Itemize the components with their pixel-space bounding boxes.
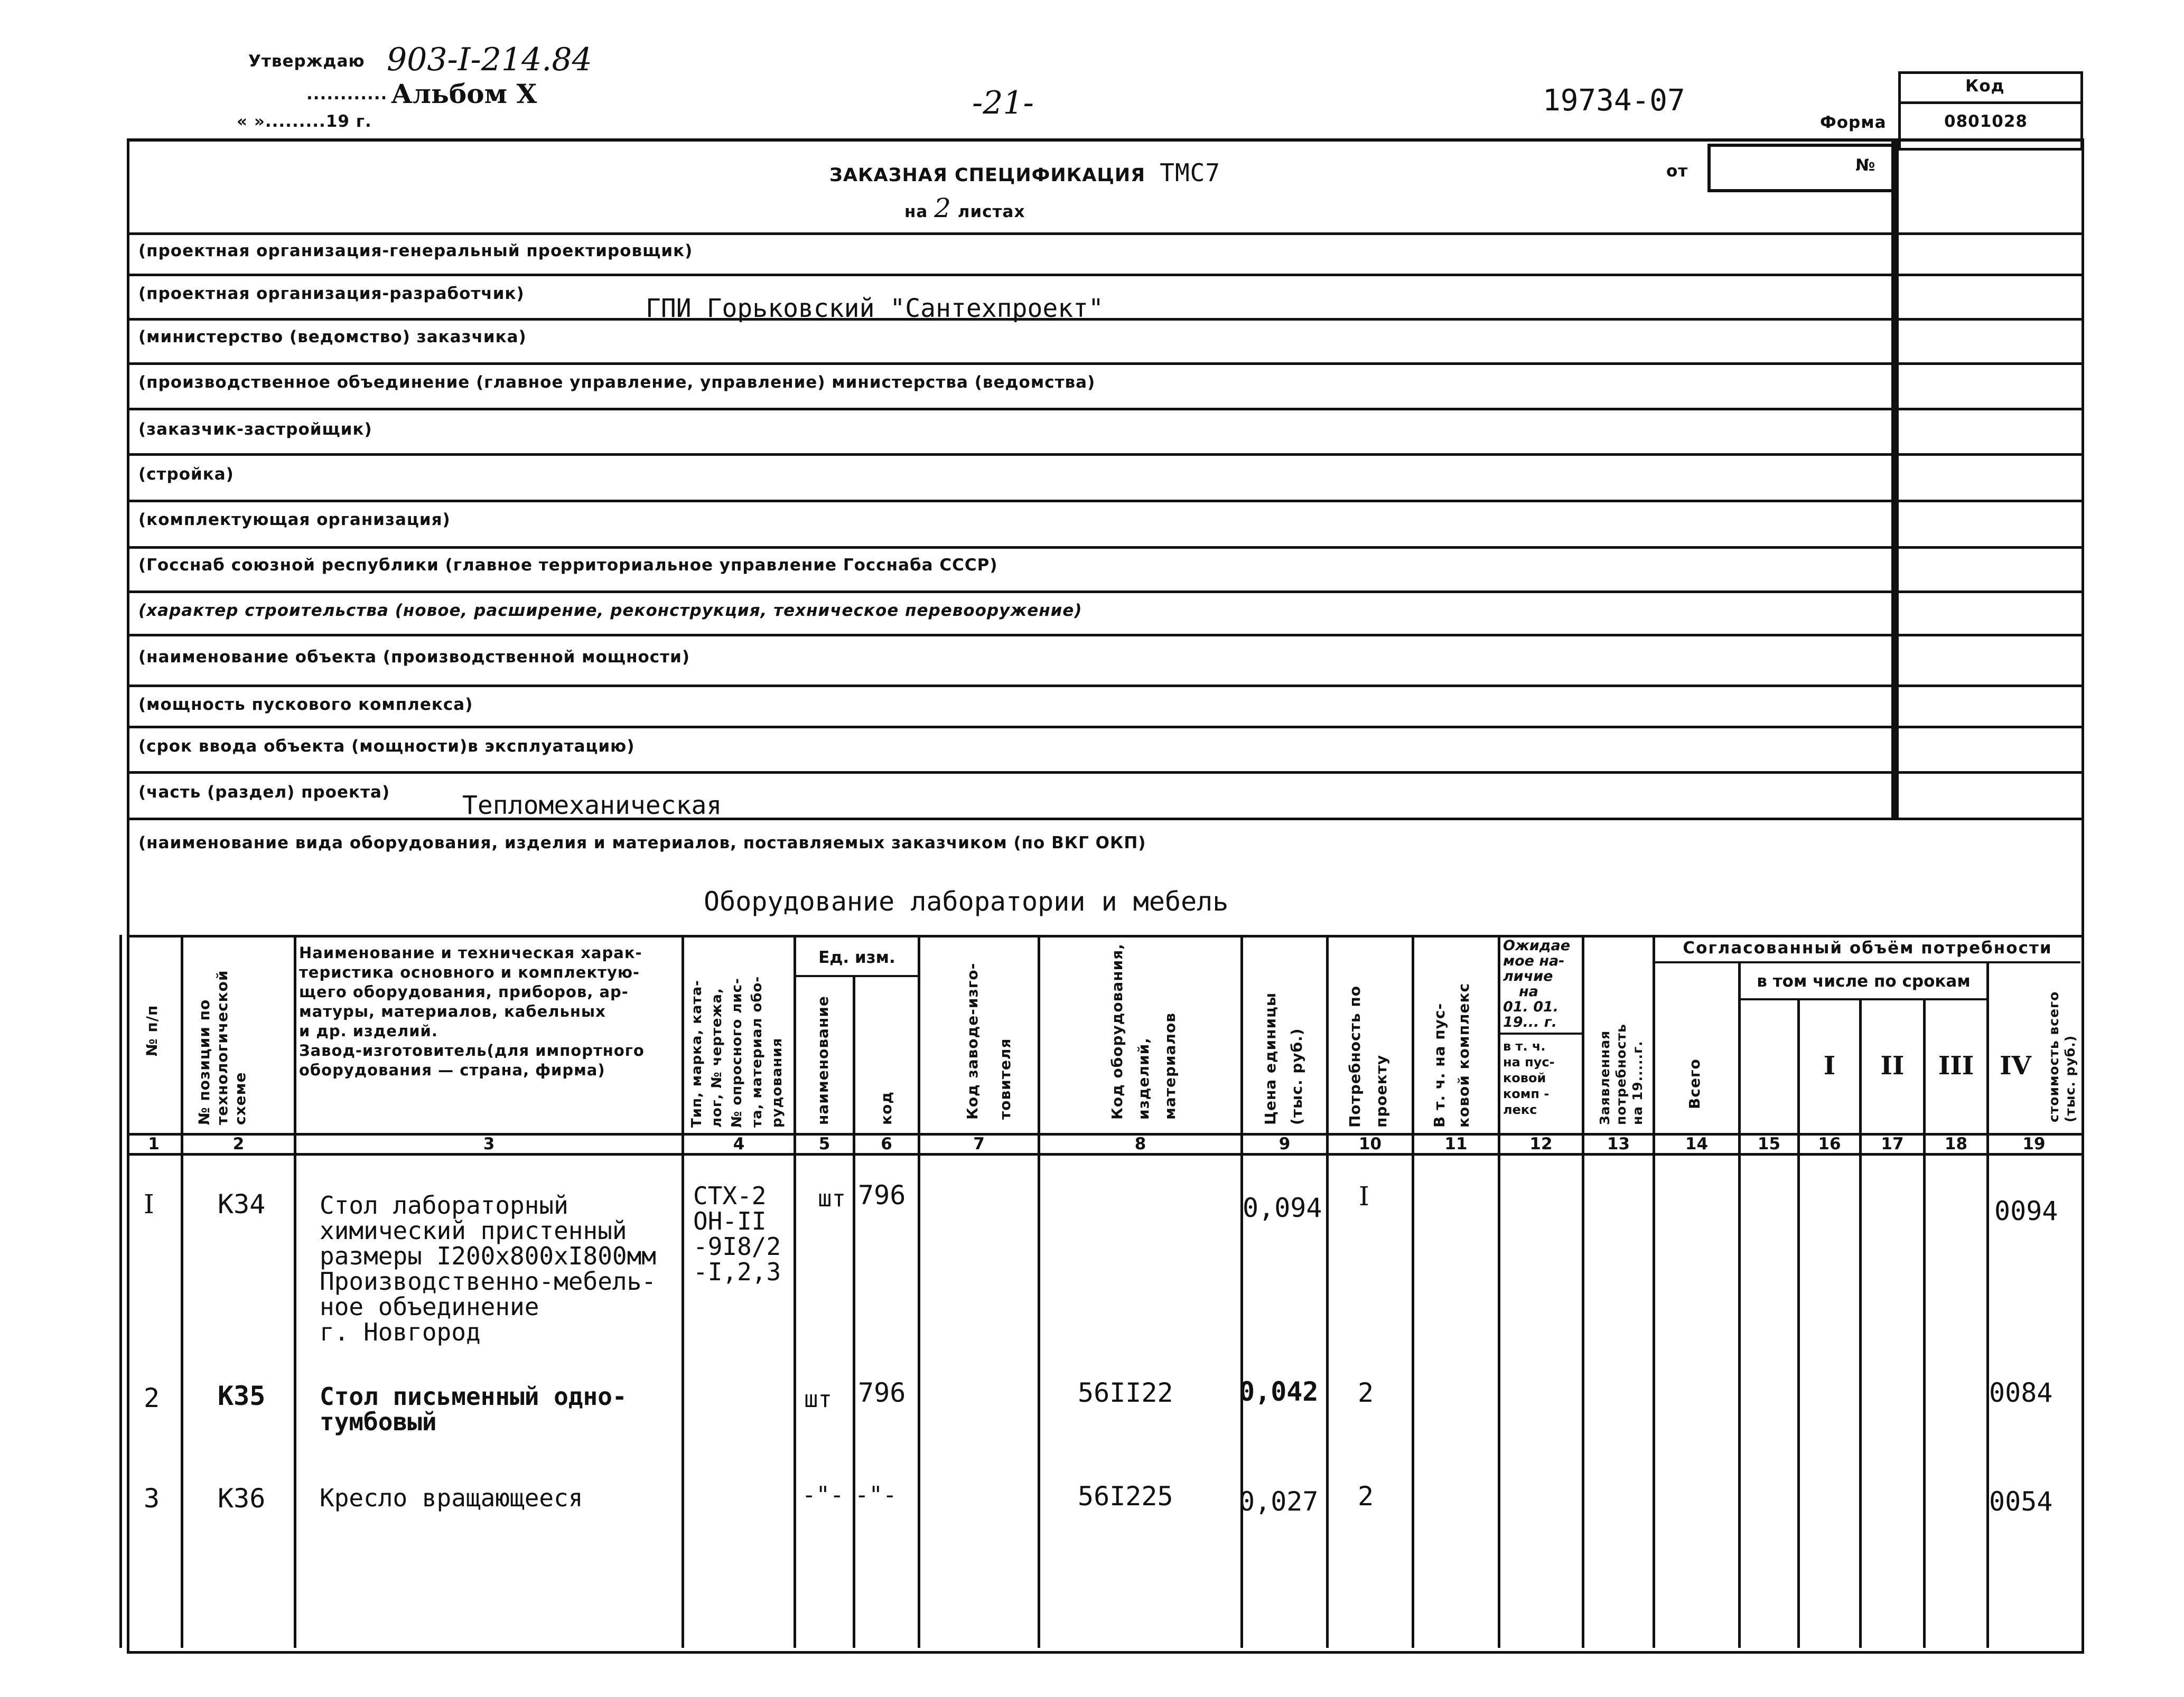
column-number: 14 (1685, 1135, 1709, 1154)
item-name: Стол письменный одно- тумбовый (320, 1382, 627, 1436)
column-number: 15 (1757, 1135, 1781, 1154)
col10-header: Потребность по проекту (1346, 986, 1390, 1128)
item-type: СТХ-2 ОН-II -9I8/2 -I,2,3 (693, 1182, 781, 1286)
col12-bottom-header: в т. ч. на пус- ковой комп - лекс (1503, 1039, 1555, 1117)
column-number: 17 (1881, 1135, 1904, 1154)
item-number: 3 (144, 1483, 160, 1514)
album-label: Альбом X (391, 78, 537, 109)
row-project-section: (часть (раздел) проекта) (138, 783, 390, 802)
kod-label: Код (1965, 77, 2005, 96)
col13-header: Заявленная потребность на 19.....г. (1597, 1024, 1645, 1125)
item-equipment-code: 56I225 (1078, 1481, 1173, 1512)
table-left-double (119, 935, 122, 1648)
col6-header: код (878, 1091, 895, 1125)
item-unit: шт (818, 1185, 846, 1212)
row-commissioning: (срок ввода объекта (мощности)в эксплуатацию) (138, 737, 635, 756)
col7-header: Код заводе-изго- товителя (964, 962, 1014, 1120)
row-customer: (заказчик-застройщик) (138, 420, 372, 439)
col1-header: № п/п (143, 1005, 161, 1056)
row-general-designer: (проектная организация-генеральный проектировщик) (138, 241, 693, 260)
row-construction-type: (характер строительства (новое, расширение, реконструкция, техническое перевооружение) (138, 601, 1082, 620)
column-number: 16 (1818, 1135, 1841, 1154)
column-number: 18 (1944, 1135, 1968, 1154)
equipment-kind-label: (наименование вида оборудования, изделия и материалов, поставляемых заказчиком (по ВКГ ОКП) (138, 833, 1146, 852)
col3-header: Наименование и техническая харак- теристика основного и комплектую- щего оборудования, приборов, ар- матуры, материалов, кабельных и др. изделий. Завод-изготовитель(для импортного оборудования — страна, фирма) (299, 944, 645, 1079)
column-number: 10 (1358, 1135, 1382, 1154)
column-number: 13 (1607, 1135, 1630, 1154)
sheets-value: 2 (934, 193, 951, 223)
table-top-rule (127, 935, 2082, 937)
col2-header: № позиции по технологической схеме (195, 970, 249, 1125)
item-position: К35 (218, 1381, 266, 1411)
row-capacity: (мощность пускового комплекса) (138, 695, 473, 714)
column-number: 2 (232, 1135, 245, 1154)
column-number: 6 (881, 1135, 892, 1154)
item-position: К34 (218, 1189, 266, 1220)
item-qty: 2 (1358, 1377, 1374, 1408)
column-number: 1 (148, 1135, 160, 1154)
agreed-group-header: Согласованный объём потребности (1683, 939, 2052, 958)
column-number: 9 (1278, 1135, 1291, 1154)
col14-header: Всего (1686, 1058, 1703, 1109)
item-price: 0,027 (1239, 1486, 1319, 1517)
row-production-association: (производственное объединение (главное управление, управление) министерства (ведомства) (138, 373, 1096, 392)
item-name: Стол лабораторный химический пристенный размеры I200х800хI800мм Производственно-мебель- ное объединение г. Новгород (320, 1191, 656, 1346)
sheets-line (904, 193, 1025, 223)
column-number: 11 (1444, 1135, 1468, 1154)
col5-header: наименование (814, 996, 832, 1125)
row-object-name: (наименование объекта (производственной мощности) (138, 648, 690, 667)
item-price: 0,042 (1239, 1376, 1319, 1407)
spec-code: ТМС7 (1160, 158, 1221, 187)
col16-header: II (1880, 1051, 1905, 1081)
row-completing-org: (комплектующая организация) (138, 510, 451, 529)
item-unit-code: 796 (858, 1180, 906, 1211)
spec-title-text: ЗАКАЗНАЯ СПЕЦИФИКАЦИЯ (829, 165, 1146, 186)
row-construction: (стройка) (138, 465, 234, 484)
equipment-kind-value: Оборудование лаборатории и мебель (704, 886, 1229, 917)
item-equipment-code: 56II22 (1078, 1377, 1173, 1408)
item-cost: 0094 (1994, 1196, 2058, 1226)
item-unit: -"- (802, 1482, 844, 1508)
doc-number: 903-I-214.84 (387, 41, 592, 78)
col4-header: Тип, марка, ката- лог, № чертежа, № опросного лис- та, материал обо- рудования (689, 976, 785, 1128)
ot-label: от (1666, 162, 1688, 181)
row-gossnab: (Госснаб союзной республики (главное территориальное управление Госснаба СССР) (138, 556, 998, 575)
unit-group-header: Ед. изм. (818, 948, 895, 967)
project-section-value: Тепломеханическая (462, 791, 722, 820)
item-unit: шт (804, 1386, 832, 1413)
col17-header: III (1938, 1051, 1974, 1081)
sheets-suffix: листах (957, 202, 1025, 221)
row-ministry: (министерство (ведомство) заказчика) (138, 327, 527, 346)
col12-top-header: Ожидае мое на- личие на 01. 01. 19... г. (1503, 937, 1571, 1030)
col19-header: стоимость всего (тыс. руб.) (2046, 991, 2078, 1122)
kod-value: 0801028 (1944, 112, 2028, 131)
row-developer: (проектная организация-разработчик) (138, 284, 525, 303)
col8-header: Код оборудования, изделий, материалов (1108, 943, 1179, 1120)
column-number: 5 (818, 1135, 830, 1154)
column-number: 4 (733, 1135, 745, 1154)
item-unit-code: 796 (858, 1377, 906, 1408)
item-number: 2 (144, 1383, 160, 1413)
inventory-number: 19734-07 (1543, 83, 1685, 118)
col11-header: В т. ч. на пус- ковой комплекс (1431, 982, 1472, 1128)
approve-date-line: « ».........19 г. (237, 112, 372, 131)
item-position: К36 (218, 1483, 266, 1514)
column-number: 12 (1529, 1135, 1553, 1154)
kod-column-rule (1891, 138, 1899, 820)
column-number: 19 (2022, 1135, 2046, 1154)
item-number: I (144, 1189, 154, 1220)
column-number: 7 (973, 1135, 985, 1154)
approve-label: Утверждаю (248, 52, 365, 71)
column-number: 3 (483, 1135, 495, 1154)
item-qty: I (1359, 1181, 1369, 1212)
no-label: № (1855, 156, 1876, 175)
item-qty: 2 (1358, 1481, 1374, 1512)
item-unit-code: -"- (855, 1482, 897, 1508)
item-cost: 0054 (1989, 1486, 2053, 1517)
approve-dots: ............ (306, 85, 388, 104)
page-number: -21- (972, 85, 1034, 121)
item-cost: 0084 (1989, 1377, 2053, 1408)
terms-group-header: в том числе по срокам (1757, 972, 1971, 991)
developer-value: ГПИ Горьковский "Сантехпроект" (646, 294, 1104, 323)
forma-label: Форма (1820, 113, 1887, 132)
col9-header: Цена единицы (тыс. руб.) (1262, 992, 1305, 1125)
spec-title (829, 158, 1220, 187)
col15-header: I (1823, 1051, 1836, 1081)
item-price: 0,094 (1243, 1193, 1322, 1223)
item-name: Кресло вращающееся (320, 1484, 583, 1512)
sheets-prefix: на (904, 202, 928, 221)
col18-header: IV (2000, 1051, 2031, 1081)
column-number: 8 (1134, 1135, 1146, 1154)
